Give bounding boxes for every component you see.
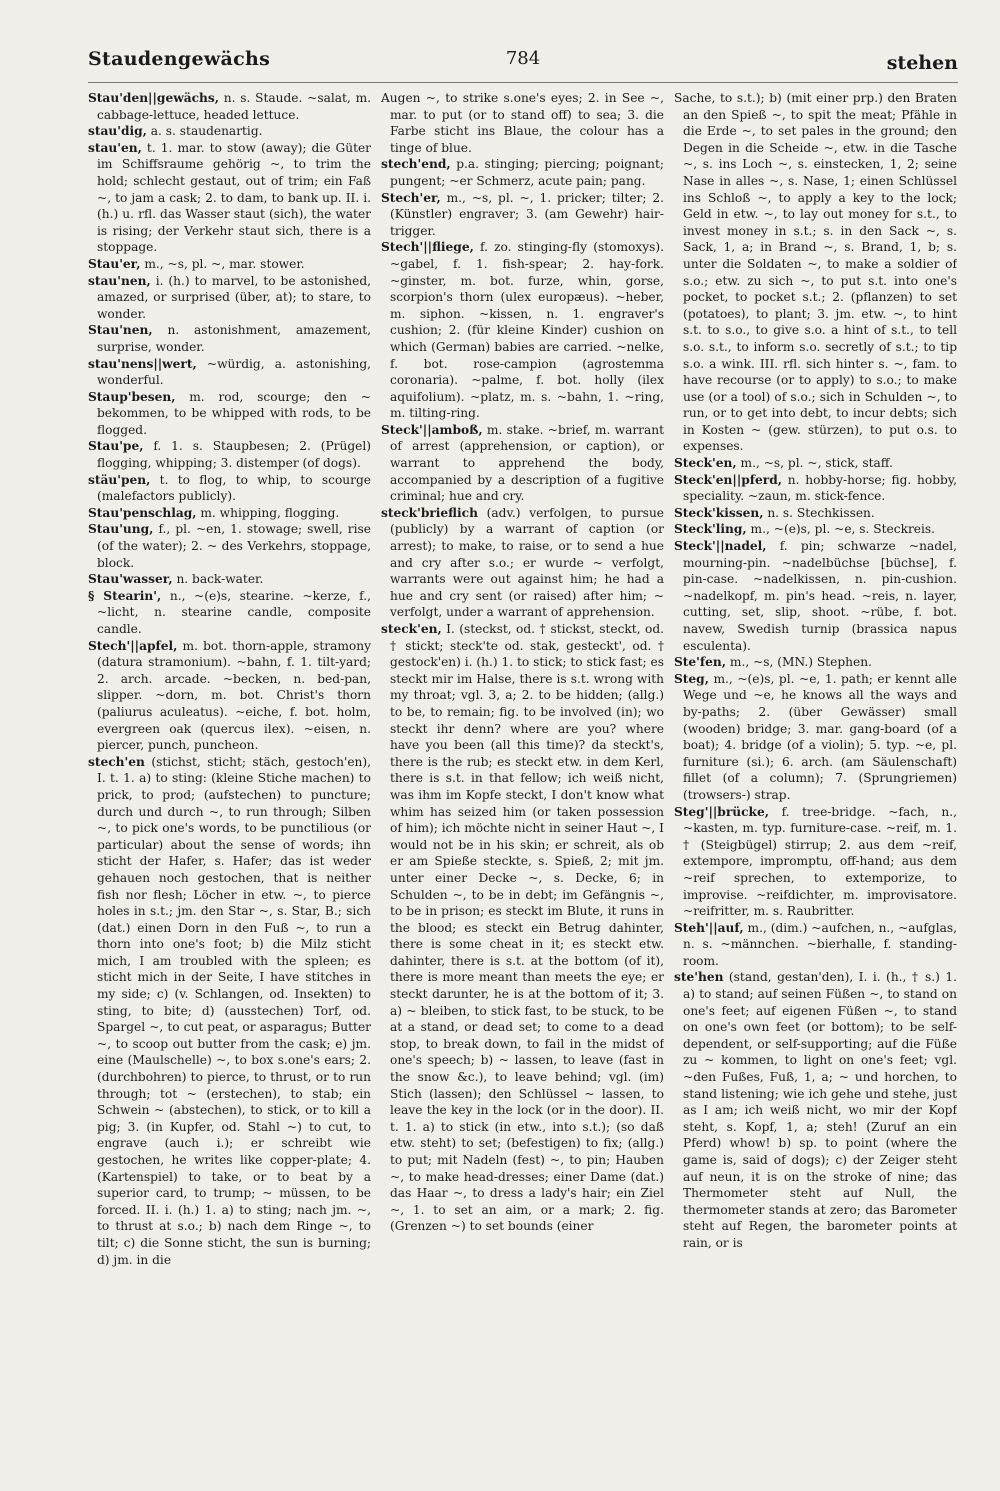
entry-definition: I. (steckst, od. † stickst, steckt, od. † stickt; steck'te od. stak, gesteckt', od. † gestock'en) i. (h.) 1. to stick; to stick fast; es steckt mir im Halse, there is s.t. wrong with my throat; vgl. 3, a; 2. to be hidden; (allg.) to be, to remain; fig. to be involved (in); wo steckt ihr denn? where are you? where have you been (all this time)? da steckt's, there is the rub; es steckt etw. in dem Kerl, there is s.t. in that fellow; ich weiß nicht, was ihm im Kopfe steckt, I don't know what whim has seized him (or taken possession of him); ich möchte nicht in seiner Haut ~, I would not be in his skin; er schreit, als ob er am Spieße steckte, s. Spieß, 2; mit jm. unter einer Decke ~, s. Decke, 6; in Schulden ~, to be in debt; im Gefängnis ~, to be in prison; es steckt im Blute, it runs in the blood; es steckt ein Betrug dahinter, there is some cheat in it; es steckt etw. dahinter, there is s.t. at the bottom (of it), there is more meant than meets the eye; er steckt darunter, he is at the bottom of it; 3. a) ~ bleiben, to stick fast, to be stuck, to be at a stand, or dead set; to come to a dead stop, to break down, to fail in the midst of one's speech; b) ~ lassen, to leave (fast in the snow &c.), to leave behind; vgl. (im) Stich (lassen); den Schlüssel ~ lassen, to leave the key in the lock (or in the door). II. t. 1. a) to stick (in etw., into s.t.); (so daß etw. steht) to set; (befestigen) to fix; (allg.) to put; mit Nadeln (fest) ~, to pin; Hauben ~, to make head-dresses; einer Dame (dat.) das Haar ~, to dress a lady's hair; ein Ziel ~, 1. to set an aim, or a mark; 2. fig. (Grenzen ~) to set bounds (einer bbox=[390, 622, 664, 1234]
entry-definition: (adv.) verfolgen, to pursue (publicly) by a warrant of caption (or arrest); to make, to raise, or to send a hue and cry after s.o.; er wurde ~ verfolgt, warrants were out against him; he had a hue and cry sent (or raised) after him; ~ verfolgt, under a warrant of apprehension. bbox=[390, 505, 664, 620]
entry-headword: stau'dig, bbox=[88, 124, 147, 139]
entry-headword: ste'hen bbox=[674, 970, 724, 985]
entry-definition: f. 1. s. Staupbesen; 2. (Prügel) flogging, whipping; 3. distemper (of dogs). bbox=[97, 439, 371, 471]
entry-headword: Staup'besen, bbox=[88, 389, 176, 404]
entry-definition: f., pl. ~en, 1. stowage; swell, rise (of the water); 2. ~ des Verkehrs, stoppage, block. bbox=[97, 522, 371, 570]
entry-headword: Steck'kissen, bbox=[674, 505, 764, 520]
dictionary-entry bbox=[674, 969, 957, 1251]
entry-headword: Stech'||apfel, bbox=[88, 638, 178, 653]
entry-definition: Sache, to s.t.); b) (mit einer prp.) den Braten an den Spieß ~, to spit the meat; Pfähle in die Erde ~, to set pales in the ground; den Degen in die Scheide ~, etw. in die Tasche ~, s. ins Loch ~, s. einstecken, 1, 2; seine Nase in alles ~, s. Nase, 1; einen Schlüssel ins Schloß ~, to apply a key to the lock; Geld in etw. ~, to lay out money for s.t., to invest money in s.t.; s. in den Sack ~, s. Sack, 1, a; in Brand ~, s. Brand, 1, b; s. unter die Soldaten ~, to make a soldier of s.o.; etw. zu sich ~, to put s.t. into one's pocket, to pocket s.t.; 2. (pflanzen) to set (potatoes), to plant; 3. jm. etw. ~, to hint s.t. to s.o., to give s.o. a hint of s.t., to tell s.o. s.t., to inform s.o. secretly of s.t.; to tip s.o. a wink. III. rfl. sich hinter s. ~, fam. to have recourse (or to apply) to s.o.; to make use (or a tool) of s.o.; sich in Schulden ~, to run, or to get into debt, to incur debts; sich in Kosten ~ (gew. stürzen), to put o.s. to expenses. bbox=[674, 91, 957, 454]
entry-headword: Steg'||brücke, bbox=[674, 804, 769, 819]
entry-headword: Stau'den||gewächs, bbox=[88, 91, 219, 105]
entry-definition: t. 1. mar. to stow (away); die Güter im Schiffsraume gehörig ~, to trim the hold; schlecht gestaut, out of trim; ein Faß ~, to jam a cask; 2. to dam, to bank up. II. i. (h.) u. rfl. das Wasser staut (sich), the water is rising; der Verkehr staut sich, there is a stoppage. bbox=[97, 140, 371, 255]
dictionary-entry bbox=[674, 804, 957, 920]
entry-definition: t. to flog, to whip, to scourge (malefactors publicly). bbox=[97, 472, 371, 504]
entry-definition: n. back-water. bbox=[176, 572, 264, 587]
dictionary-entry bbox=[674, 920, 957, 970]
dictionary-entry bbox=[88, 273, 371, 323]
dictionary-entry bbox=[88, 123, 371, 140]
dictionary-entry bbox=[674, 90, 957, 455]
entry-headword: Steck'ling, bbox=[674, 522, 747, 537]
entry-definition: m., ~(e)s, pl. ~e, s. Steckreis. bbox=[750, 522, 936, 537]
entry-headword: Stau'penschlag, bbox=[88, 505, 197, 520]
entry-definition: f. tree-bridge. ~fach, n., ~kasten, m. typ. furniture-case. ~reif, m. 1. † (Steigbügel) stirrup; 2. aus dem ~reif, extempore, impromptu, off-hand; aus dem ~reif sprechen, to extemporize, to improvise. ~reifdichter, m. improvisatore. ~reifritter, m. s. Raubritter. bbox=[683, 804, 957, 919]
entry-headword: § Stearin', bbox=[88, 588, 162, 603]
entry-definition: m., ~s, pl. ~, stick, staff. bbox=[740, 456, 893, 471]
entry-headword: steck'brieflich bbox=[381, 505, 478, 520]
entry-definition: n. s. Staude. ~salat, m. cabbage-lettuce, headed lettuce. bbox=[97, 91, 371, 122]
dictionary-entry bbox=[674, 671, 957, 804]
entry-headword: Steh'||auf, bbox=[674, 920, 744, 935]
column-3 bbox=[674, 90, 957, 1465]
dictionary-entry bbox=[88, 256, 371, 273]
column-1 bbox=[88, 90, 371, 1465]
entry-definition: Augen ~, to strike s.one's eyes; 2. in See ~, mar. to put (or to stand off) to sea; 3. die Farbe sticht ins Blaue, the colour has a tinge of blue. bbox=[381, 91, 664, 155]
entry-definition: f. zo. stinging-fly (stomoxys). ~gabel, f. 1. fish-spear; 2. hay-fork. ~ginster, m. bot. furze, whin, gorse, scorpion's thorn (ulex europæus). ~heber, m. siphon. ~kissen, n. 1. engraver's cushion; 2. (für kleine Kinder) cushion on which (German) babies are carried. ~nelke, f. bot. rose-campion (agrostemma coronaria). ~palme, f. bot. holly (ilex aquifolium). ~platz, m. s. ~bahn, 1. ~ring, m. tilting-ring. bbox=[390, 240, 664, 421]
dictionary-entry bbox=[381, 621, 664, 1235]
entry-definition: ~würdig, a. astonishing, wonderful. bbox=[97, 356, 371, 388]
dictionary-entry bbox=[381, 190, 664, 240]
entry-headword: steck'en, bbox=[381, 622, 442, 636]
entry-headword: Stech'||fliege, bbox=[381, 240, 474, 255]
dictionary-entry bbox=[88, 588, 371, 638]
entry-headword: Stau'nen, bbox=[88, 323, 153, 338]
dictionary-entry bbox=[381, 239, 664, 422]
entry-headword: Ste'fen, bbox=[674, 655, 727, 670]
entry-headword: stäu'pen, bbox=[88, 472, 151, 487]
entry-definition: (stand, gestan'den), I. i. (h., † s.) 1. a) to stand; auf seinen Füßen ~, to stand on one's feet; auf eigenen Füßen ~, to stand on one's own feet (or bottom); to be self-dependent, or self-supporting; auf die Füße zu ~ kommen, to light on one's feet; vgl. ~den Fußes, Fuß, 1, a; ~ und horchen, to stand listening; wie ich gehe und stehe, just as I am; ich weiß nicht, wo mir der Kopf steht, s. Kopf, 1, a; steh! (Zuruf an ein Pferd) whow! b) sp. to point (where the game is, said of dogs); c) der Zeiger steht auf neun, it is on the stroke of nine; das Thermometer steht auf Null, the thermometer stands at zero; das Barometer steht auf Regen, the barometer points at rain, or is bbox=[683, 970, 957, 1250]
dictionary-entry bbox=[381, 156, 664, 189]
entry-headword: Steg, bbox=[674, 671, 709, 686]
entry-headword: Steck'||nadel, bbox=[674, 539, 767, 554]
dictionary-entry bbox=[88, 438, 371, 471]
dictionary-entry bbox=[88, 571, 371, 588]
entry-headword: stech'end, bbox=[381, 157, 451, 172]
entry-definition: n. astonishment, amazement, surprise, wonder. bbox=[97, 323, 371, 354]
entry-headword: stau'nen, bbox=[88, 273, 151, 288]
entry-headword: stau'en, bbox=[88, 140, 142, 155]
entry-definition: m., ~(e)s, pl. ~e, 1. path; er kennt alle Wege und ~e, he knows all the ways and by-paths; 2. (über Gewässer) small (wooden) bridge; 3. mar. gang-board (of a boat); 4. bridge (of a violin); 5. typ. ~e, pl. furniture (si.); 6. arch. (am Säulenschaft) fillet (of a column); 7. (Sprungriemen) (trowsers-) strap. bbox=[683, 671, 957, 802]
entry-definition: (stichst, sticht; stäch, gestoch'en), I. t. 1. a) to sting: (kleine Stiche machen) to prick, to prod; (aufstechen) to puncture; durch und durch ~, to run through; Silben ~, to pick one's words, to be punctilious (or particular) about the sense of words; ihn sticht der Hafer, s. Hafer; das ist weder gehauen noch gestochen, that is neither fish nor flesh; Löcher in etw. ~, to pierce holes in s.t.; jm. den Star ~, s. Star, B.; sich (dat.) einen Dorn in den Fuß ~, to run a thorn into one's foot; b) die Milz sticht mich, I am troubled with the spleen; es sticht mich in der Seite, I have stitches in my side; c) (v. Schlangen, od. Insekten) to sting, to bite; d) (ausstechen) Torf, od. Spargel ~, to cut peat, or asparagus; Butter ~, to scoop out butter from the cask; e) jm. eine (Maulschelle) ~, to box s.one's ears; 2. (durchbohren) to pierce, to thrust, or to run through; tot ~ (erstechen), to stab; ein Schwein ~ (abstechen), to stick, or to kill a pig; 3. (in Kupfer, od. Stahl ~) to cut, to engrave (auch i.); er schreibt wie gestochen, he writes like copper-plate; 4. (Kartenspiel) to take, or to beat by a superior card, to trump; ~ müssen, to be forced. II. i. (h.) 1. a) to sting; nach jm. ~, to thrust at s.o.; b) nach dem Ringe ~, to tilt; c) die Sonne sticht, the sun is burning; d) jm. in die bbox=[97, 754, 371, 1267]
dictionary-entry bbox=[88, 322, 371, 355]
dictionary-entry bbox=[88, 389, 371, 439]
dictionary-entry bbox=[381, 90, 664, 156]
entry-definition: m., ~s, (MN.) Stephen. bbox=[729, 655, 872, 670]
entry-headword: Stau'wasser, bbox=[88, 572, 173, 587]
entry-headword: stau'nens||wert, bbox=[88, 356, 197, 371]
dictionary-entry bbox=[674, 455, 957, 472]
running-head-left: Staudengewächs bbox=[88, 48, 271, 70]
entry-headword: Steck'en||pferd, bbox=[674, 472, 782, 487]
entry-headword: Stech'er, bbox=[381, 190, 441, 205]
entry-definition: m., (dim.) ~aufchen, n., ~aufglas, n. s. ~männchen. ~bierhalle, f. standing-room. bbox=[683, 920, 957, 968]
page-number: 784 bbox=[505, 48, 541, 69]
dictionary-entry bbox=[88, 90, 371, 123]
running-head-right: stehen bbox=[886, 52, 958, 74]
text-columns bbox=[88, 90, 958, 1465]
dictionary-entry bbox=[381, 505, 664, 621]
dictionary-entry bbox=[674, 521, 957, 538]
dictionary-entry bbox=[674, 654, 957, 671]
dictionary-entry bbox=[381, 422, 664, 505]
entry-headword: Stau'pe, bbox=[88, 439, 144, 454]
dictionary-entry bbox=[674, 538, 957, 654]
dictionary-entry bbox=[88, 521, 371, 571]
entry-definition: p.a. stinging; piercing; poignant; pungent; ~er Schmerz, acute pain; pang. bbox=[390, 157, 664, 188]
entry-definition: f. pin; schwarze ~nadel, mourning-pin. ~nadelbüchse [büchse], f. pin-case. ~nadelkissen, n. pin-cushion. ~nadelkopf, m. pin's head. ~reis, n. layer, cutting, set, slip, shoot. ~rübe, f. bot. navew, Swedish turnip (brassica napus esculenta). bbox=[683, 539, 957, 653]
entry-headword: Steck'||amboß, bbox=[381, 422, 483, 437]
dictionary-entry bbox=[88, 472, 371, 505]
entry-definition: m. rod, scourge; den ~ bekommen, to be whipped with rods, to be flogged. bbox=[97, 389, 371, 437]
entry-definition: n., ~(e)s, stearine. ~kerze, f., ~licht, n. stearine candle, composite candle. bbox=[97, 588, 371, 636]
dictionary-entry bbox=[88, 356, 371, 389]
entry-headword: stech'en bbox=[88, 754, 145, 769]
dictionary-entry bbox=[88, 638, 371, 754]
dictionary-entry bbox=[674, 472, 957, 505]
entry-headword: Steck'en, bbox=[674, 456, 737, 471]
entry-definition: i. (h.) to marvel, to be astonished, amazed, or surprised (über, at); to stare, to wonder. bbox=[97, 273, 371, 321]
entry-definition: m. stake. ~brief, m. warrant of arrest (apprehension, or caption), or warrant to apprehend the body, accompanied by a description of a fugitive criminal; hue and cry. bbox=[390, 422, 664, 504]
entry-definition: m. bot. thorn-apple, stramony (datura stramonium). ~bahn, f. 1. tilt-yard; 2. arch. arcade. ~becken, n. bed-pan, slipper. ~dorn, m. bot. Christ's thorn (paliurus aculeatus). ~eiche, f. bot. holm, evergreen oak (quercus ilex). ~eisen, n. piercer, punch, puncheon. bbox=[97, 638, 371, 753]
entry-definition: m., ~s, pl. ~, 1. pricker; tilter; 2. (Künstler) engraver; 3. (am Gewehr) hair-trigger. bbox=[390, 190, 664, 238]
entry-definition: n. s. Stechkissen. bbox=[767, 505, 875, 520]
entry-headword: Stau'ung, bbox=[88, 522, 154, 537]
entry-definition: n. hobby-horse; fig. hobby, speciality. ~zaun, m. stick-fence. bbox=[683, 472, 957, 504]
entry-definition: m. whipping, flogging. bbox=[200, 505, 340, 520]
entry-headword: Stau'er, bbox=[88, 256, 141, 271]
page-header bbox=[88, 42, 958, 83]
dictionary-entry bbox=[88, 505, 371, 522]
entry-definition: m., ~s, pl. ~, mar. stower. bbox=[144, 256, 305, 271]
entry-definition: a. s. staudenartig. bbox=[150, 124, 263, 139]
dictionary-entry bbox=[88, 140, 371, 256]
dictionary-entry bbox=[88, 754, 371, 1268]
column-2 bbox=[381, 90, 664, 1465]
dictionary-entry bbox=[674, 505, 957, 522]
